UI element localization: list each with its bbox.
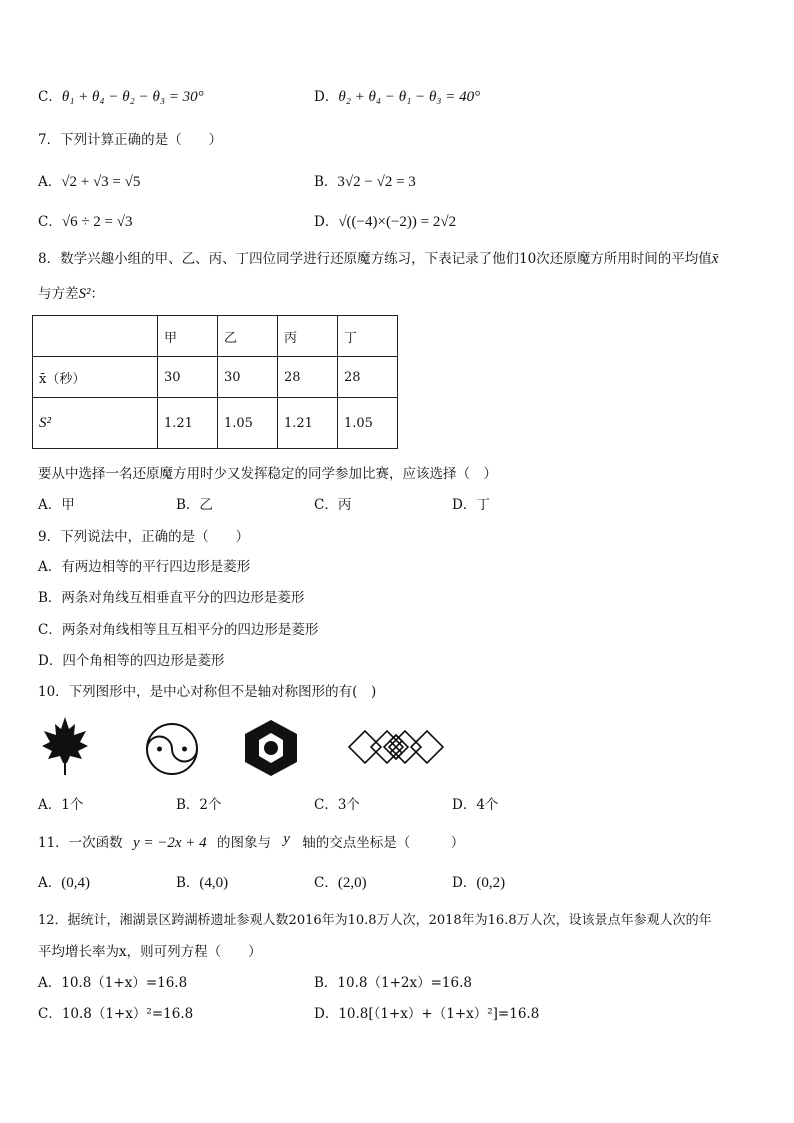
table-header-cell: 丁	[338, 316, 398, 357]
formula: θ₁ + θ₄ − θ₂ − θ₃ = 30°	[61, 89, 204, 105]
variance-symbol: S²	[78, 286, 91, 302]
table-cell: 1.21	[278, 398, 338, 449]
q9-option-c: C．两条对角线相等且互相平分的四边形是菱形	[38, 622, 319, 638]
q12-option-b: B．10.8（1+2x）=16.8	[314, 975, 472, 991]
q12-option-a: A．10.8（1+x）=16.8	[38, 975, 188, 991]
q7-option-a	[38, 173, 140, 191]
table-row	[33, 398, 398, 449]
q10-option-c: C．3个	[314, 797, 360, 813]
diamond-chain-icon	[346, 725, 446, 769]
table-header-cell	[33, 316, 158, 357]
table-header-cell: 丙	[278, 316, 338, 357]
q11-stem	[38, 831, 465, 852]
q7-option-c	[38, 213, 133, 231]
q8-stem-line2	[38, 285, 104, 303]
option-label: D．	[314, 89, 339, 105]
q9-stem: 9．下列说法中，正确的是（ ）	[38, 529, 250, 545]
q7-stem: 7．下列计算正确的是（ ）	[38, 132, 223, 148]
formula: √6 ÷ 2 = √3	[61, 214, 133, 230]
option-label: C．	[38, 89, 62, 105]
stem-colon: ：	[90, 286, 104, 302]
row-label: x̄（秒）	[33, 357, 158, 398]
table-header-cell: 乙	[218, 316, 278, 357]
table-cell: 28	[278, 357, 338, 398]
table-row	[33, 357, 398, 398]
q10-option-b: B．2个	[176, 797, 222, 813]
q11-option-b	[176, 874, 228, 892]
stem-text: 与方差	[38, 286, 79, 302]
table-cell: 28	[338, 357, 398, 398]
option-value: (0,4)	[61, 875, 90, 891]
row-label: S²	[33, 398, 158, 449]
q10-stem: 10．下列图形中，是中心对称但不是轴对称图形的有( )	[38, 684, 377, 700]
q11-option-c	[314, 874, 367, 892]
q7-option-d	[314, 213, 456, 231]
option-value: (4,0)	[199, 875, 229, 891]
stem-text: 11．一次函数	[38, 835, 123, 851]
stem-text: 轴的交点坐标是（ ）	[302, 835, 465, 851]
q10-figures	[40, 715, 460, 780]
q8-stem-line1	[38, 250, 718, 268]
option-value: (0,2)	[476, 875, 506, 891]
table-cell: 1.05	[218, 398, 278, 449]
formula: √2 + √3 = √5	[61, 174, 141, 190]
formula: 3√2 − √2 = 3	[337, 174, 416, 190]
option-label: D．	[452, 875, 477, 891]
yin-yang-icon	[144, 721, 200, 777]
q6-option-d	[314, 88, 480, 106]
q8-question: 要从中选择一名还原魔方用时少又发挥稳定的同学参加比赛，应该选择（ ）	[38, 466, 497, 482]
q12-stem-line1: 12．据统计，湘湖景区跨湖桥遗址参观人数2016年为10.8万人次，2018年为16.8万人次，设该景点年参观人次的年	[38, 913, 712, 928]
table-cell: 1.05	[338, 398, 398, 449]
q9-option-b: B．两条对角线互相垂直平分的四边形是菱形	[38, 590, 305, 606]
mean-symbol: x̄	[711, 251, 719, 267]
q8-option-b: B．乙	[176, 497, 213, 513]
function-formula: y = −2x + 4	[132, 835, 207, 851]
q8-data-table	[32, 315, 398, 449]
formula: θ₂ + θ₄ − θ₁ − θ₃ = 40°	[338, 89, 481, 105]
option-label: A．	[38, 875, 62, 891]
table-cell: 1.21	[158, 398, 218, 449]
table-header-row	[33, 316, 398, 357]
q12-stem-line2: 平均增长率为x，则可列方程（ ）	[38, 944, 262, 960]
table-cell: 30	[218, 357, 278, 398]
q11-option-a	[38, 874, 90, 892]
table-cell: 30	[158, 357, 218, 398]
stem-text: 8．数学兴趣小组的甲、乙、丙、丁四位同学进行还原魔方练习，下表记录了他们10次还原魔方所用时间的平均值	[38, 251, 712, 267]
formula: √((−4)×(−2)) = 2√2	[338, 214, 457, 230]
axis-symbol: y	[283, 831, 290, 847]
option-label: B．	[314, 174, 338, 190]
option-label: C．	[314, 875, 338, 891]
option-label: A．	[38, 174, 62, 190]
q8-option-d: D．丁	[452, 497, 490, 513]
option-label: B．	[176, 875, 200, 891]
q12-option-d: D．10.8[（1+x）+（1+x）²]=16.8	[314, 1006, 540, 1022]
option-label: D．	[314, 214, 339, 230]
q6-option-c	[38, 88, 204, 106]
q9-option-a: A．有两边相等的平行四边形是菱形	[38, 559, 251, 575]
q11-option-d	[452, 874, 505, 892]
maple-leaf-icon	[40, 715, 90, 777]
option-value: (2,0)	[337, 875, 367, 891]
q12-option-c: C．10.8（1+x）²=16.8	[38, 1006, 194, 1022]
q7-option-b	[314, 173, 416, 191]
q10-option-a: A．1个	[38, 797, 84, 813]
q8-option-c: C．丙	[314, 497, 352, 513]
table-header-cell: 甲	[158, 316, 218, 357]
option-label: C．	[38, 214, 62, 230]
q8-option-a: A．甲	[38, 497, 75, 513]
q9-option-d: D．四个角相等的四边形是菱形	[38, 653, 225, 669]
q10-option-d: D．4个	[452, 797, 499, 813]
stem-text: 的图象与	[216, 835, 271, 851]
hexagon-nut-icon	[242, 718, 300, 778]
